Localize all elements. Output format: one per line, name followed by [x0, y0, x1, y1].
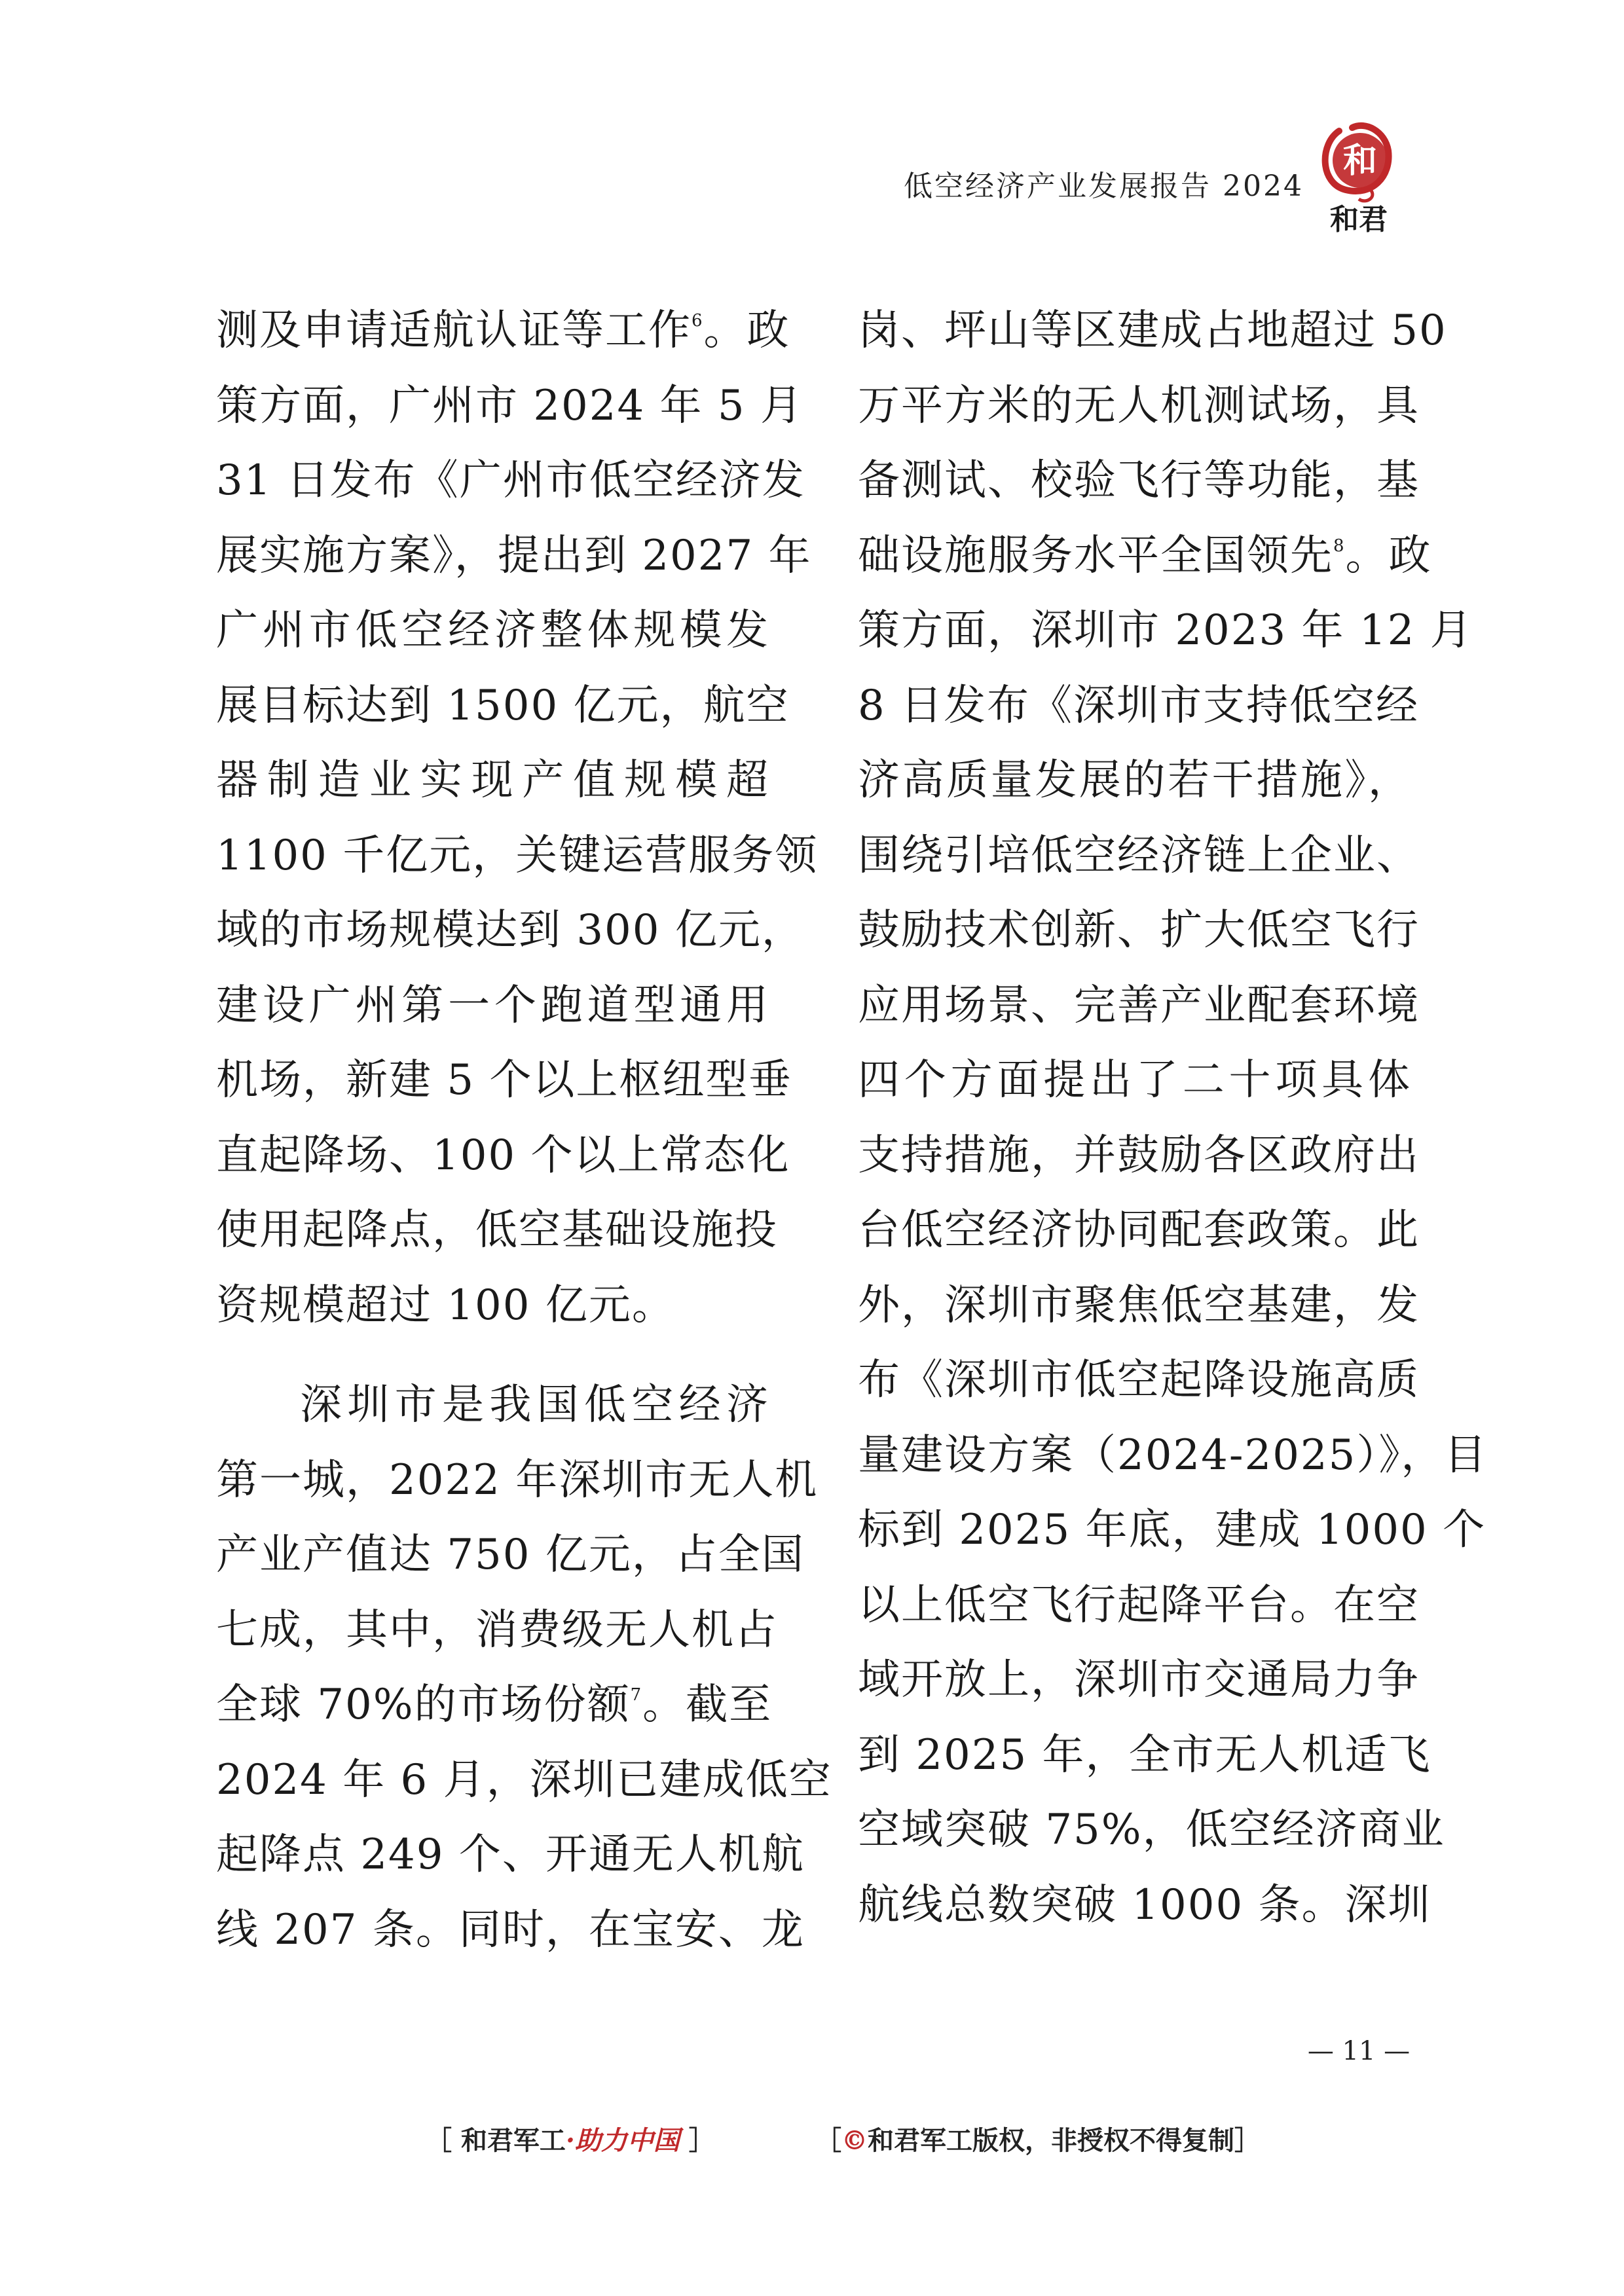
- body-line: 全球 70%的市场份额$^7$。截至: [216, 1681, 773, 1729]
- body-line: 万平方米的无人机测试场，具: [858, 381, 1420, 430]
- body-line: 应用场景、完善产业配套环境: [858, 981, 1420, 1030]
- page-number: — 11 —: [1307, 2036, 1411, 2066]
- body-line: 8 日发布《深圳市支持低空经: [858, 681, 1420, 730]
- body-line: 标到 2025 年底，建成 1000 个: [858, 1506, 1486, 1554]
- body-line: 建设广州第一个跑道型通用: [216, 981, 769, 1030]
- body-line: 支持措施，并鼓励各区政府出: [858, 1131, 1420, 1180]
- body-line: 机场，新建 5 个以上枢纽型垂: [216, 1056, 792, 1104]
- body-line: 航线总数突破 1000 条。深圳: [858, 1880, 1431, 1929]
- body-line: 测及申请适航认证等工作$^6$。政: [216, 306, 790, 355]
- body-line: 济高质量发展的若干措施》，: [858, 756, 1411, 805]
- body-line: 七成，其中，消费级无人机占: [216, 1605, 778, 1654]
- body-line: 备测试、校验飞行等功能，基: [858, 456, 1420, 505]
- body-line: 策方面，广州市 2024 年 5 月: [216, 381, 803, 430]
- body-line: 外，深圳市聚焦低空基建，发: [858, 1281, 1420, 1330]
- body-line: 展实施方案》，提出到 2027 年: [216, 531, 812, 580]
- footnote-ref: 6: [692, 311, 704, 331]
- body-line: 域的市场规模达到 300 亿元，: [216, 906, 805, 955]
- body-line: 到 2025 年，全市无人机适飞: [858, 1730, 1431, 1779]
- body-line: 广州市低空经济整体规模发: [216, 606, 769, 655]
- body-line: 2024 年 6 月，深圳已建成低空: [216, 1755, 832, 1804]
- body-line: 以上低空飞行起降平台。在空: [858, 1580, 1420, 1630]
- body-line: 鼓励技术创新、扩大低空飞行: [858, 906, 1420, 955]
- body-line: 围绕引培低空经济链上企业、: [858, 831, 1420, 880]
- brand-logo: [1293, 105, 1424, 236]
- body-line: 直起降场、100 个以上常态化: [216, 1131, 790, 1180]
- body-line: 产业产值达 750 亿元，占全国: [216, 1531, 805, 1579]
- body-line: 展目标达到 1500 亿元，航空: [216, 681, 790, 730]
- body-line: 资规模超过 100 亿元。: [216, 1281, 675, 1330]
- body-line: 岗、坪山等区建成占地超过 50: [858, 306, 1447, 355]
- footer-brand: ［ 和君军工·助力中国 ］: [426, 2125, 715, 2156]
- footnote-ref: 7: [630, 1685, 643, 1705]
- brand-logo-icon: [1293, 105, 1424, 236]
- copyright-text: 和君军工版权，非授权不得复制: [868, 2125, 1234, 2156]
- body-line: 31 日发布《广州市低空经济发: [216, 456, 805, 505]
- left-column: [216, 293, 832, 1967]
- body-line: 域开放上，深圳市交通局力争: [858, 1656, 1420, 1704]
- logo-wordmark: 和君: [1330, 203, 1388, 236]
- body-line: 线 207 条。同时，在宝安、龙: [216, 1905, 805, 1954]
- body-line: 量建设方案（2024-2025）》，目: [858, 1430, 1488, 1480]
- body-line: 器制造业实现产值规模超: [216, 756, 769, 805]
- body-line: 1100 千亿元，关键运营服务领: [216, 831, 819, 880]
- footer-copyright: ［©和君军工版权，非授权不得复制］: [815, 2125, 1261, 2156]
- body-line: 四个方面提出了二十项具体: [858, 1056, 1411, 1104]
- body-line: 布《深圳市低空起降设施高质: [858, 1356, 1420, 1404]
- body-line: 使用起降点，低空基础设施投: [216, 1206, 778, 1254]
- body-line: 策方面，深圳市 2023 年 12 月: [858, 606, 1473, 655]
- body-line: 空域突破 75%，低空经济商业: [858, 1806, 1445, 1854]
- body-line: 第一城，2022 年深圳市无人机: [216, 1455, 819, 1504]
- footnote-ref: 8: [1333, 536, 1346, 556]
- body-line: 起降点 249 个、开通无人机航: [216, 1831, 805, 1879]
- logo-mark-text: 和: [1342, 141, 1378, 181]
- footer-brand-name: 和君军工: [460, 2125, 566, 2156]
- copyright-icon: ©: [841, 2125, 868, 2156]
- body-line: 础设施服务水平全国领先$^8$。政: [858, 531, 1432, 580]
- footer-slogan: 助力中国: [574, 2125, 680, 2156]
- body-line: 台低空经济协同配套政策。此: [858, 1206, 1420, 1254]
- body-line: 深圳市是我国低空经济: [300, 1381, 769, 1429]
- right-column: [858, 293, 1488, 1942]
- header-title: 低空经济产业发展报告 2024: [904, 170, 1304, 203]
